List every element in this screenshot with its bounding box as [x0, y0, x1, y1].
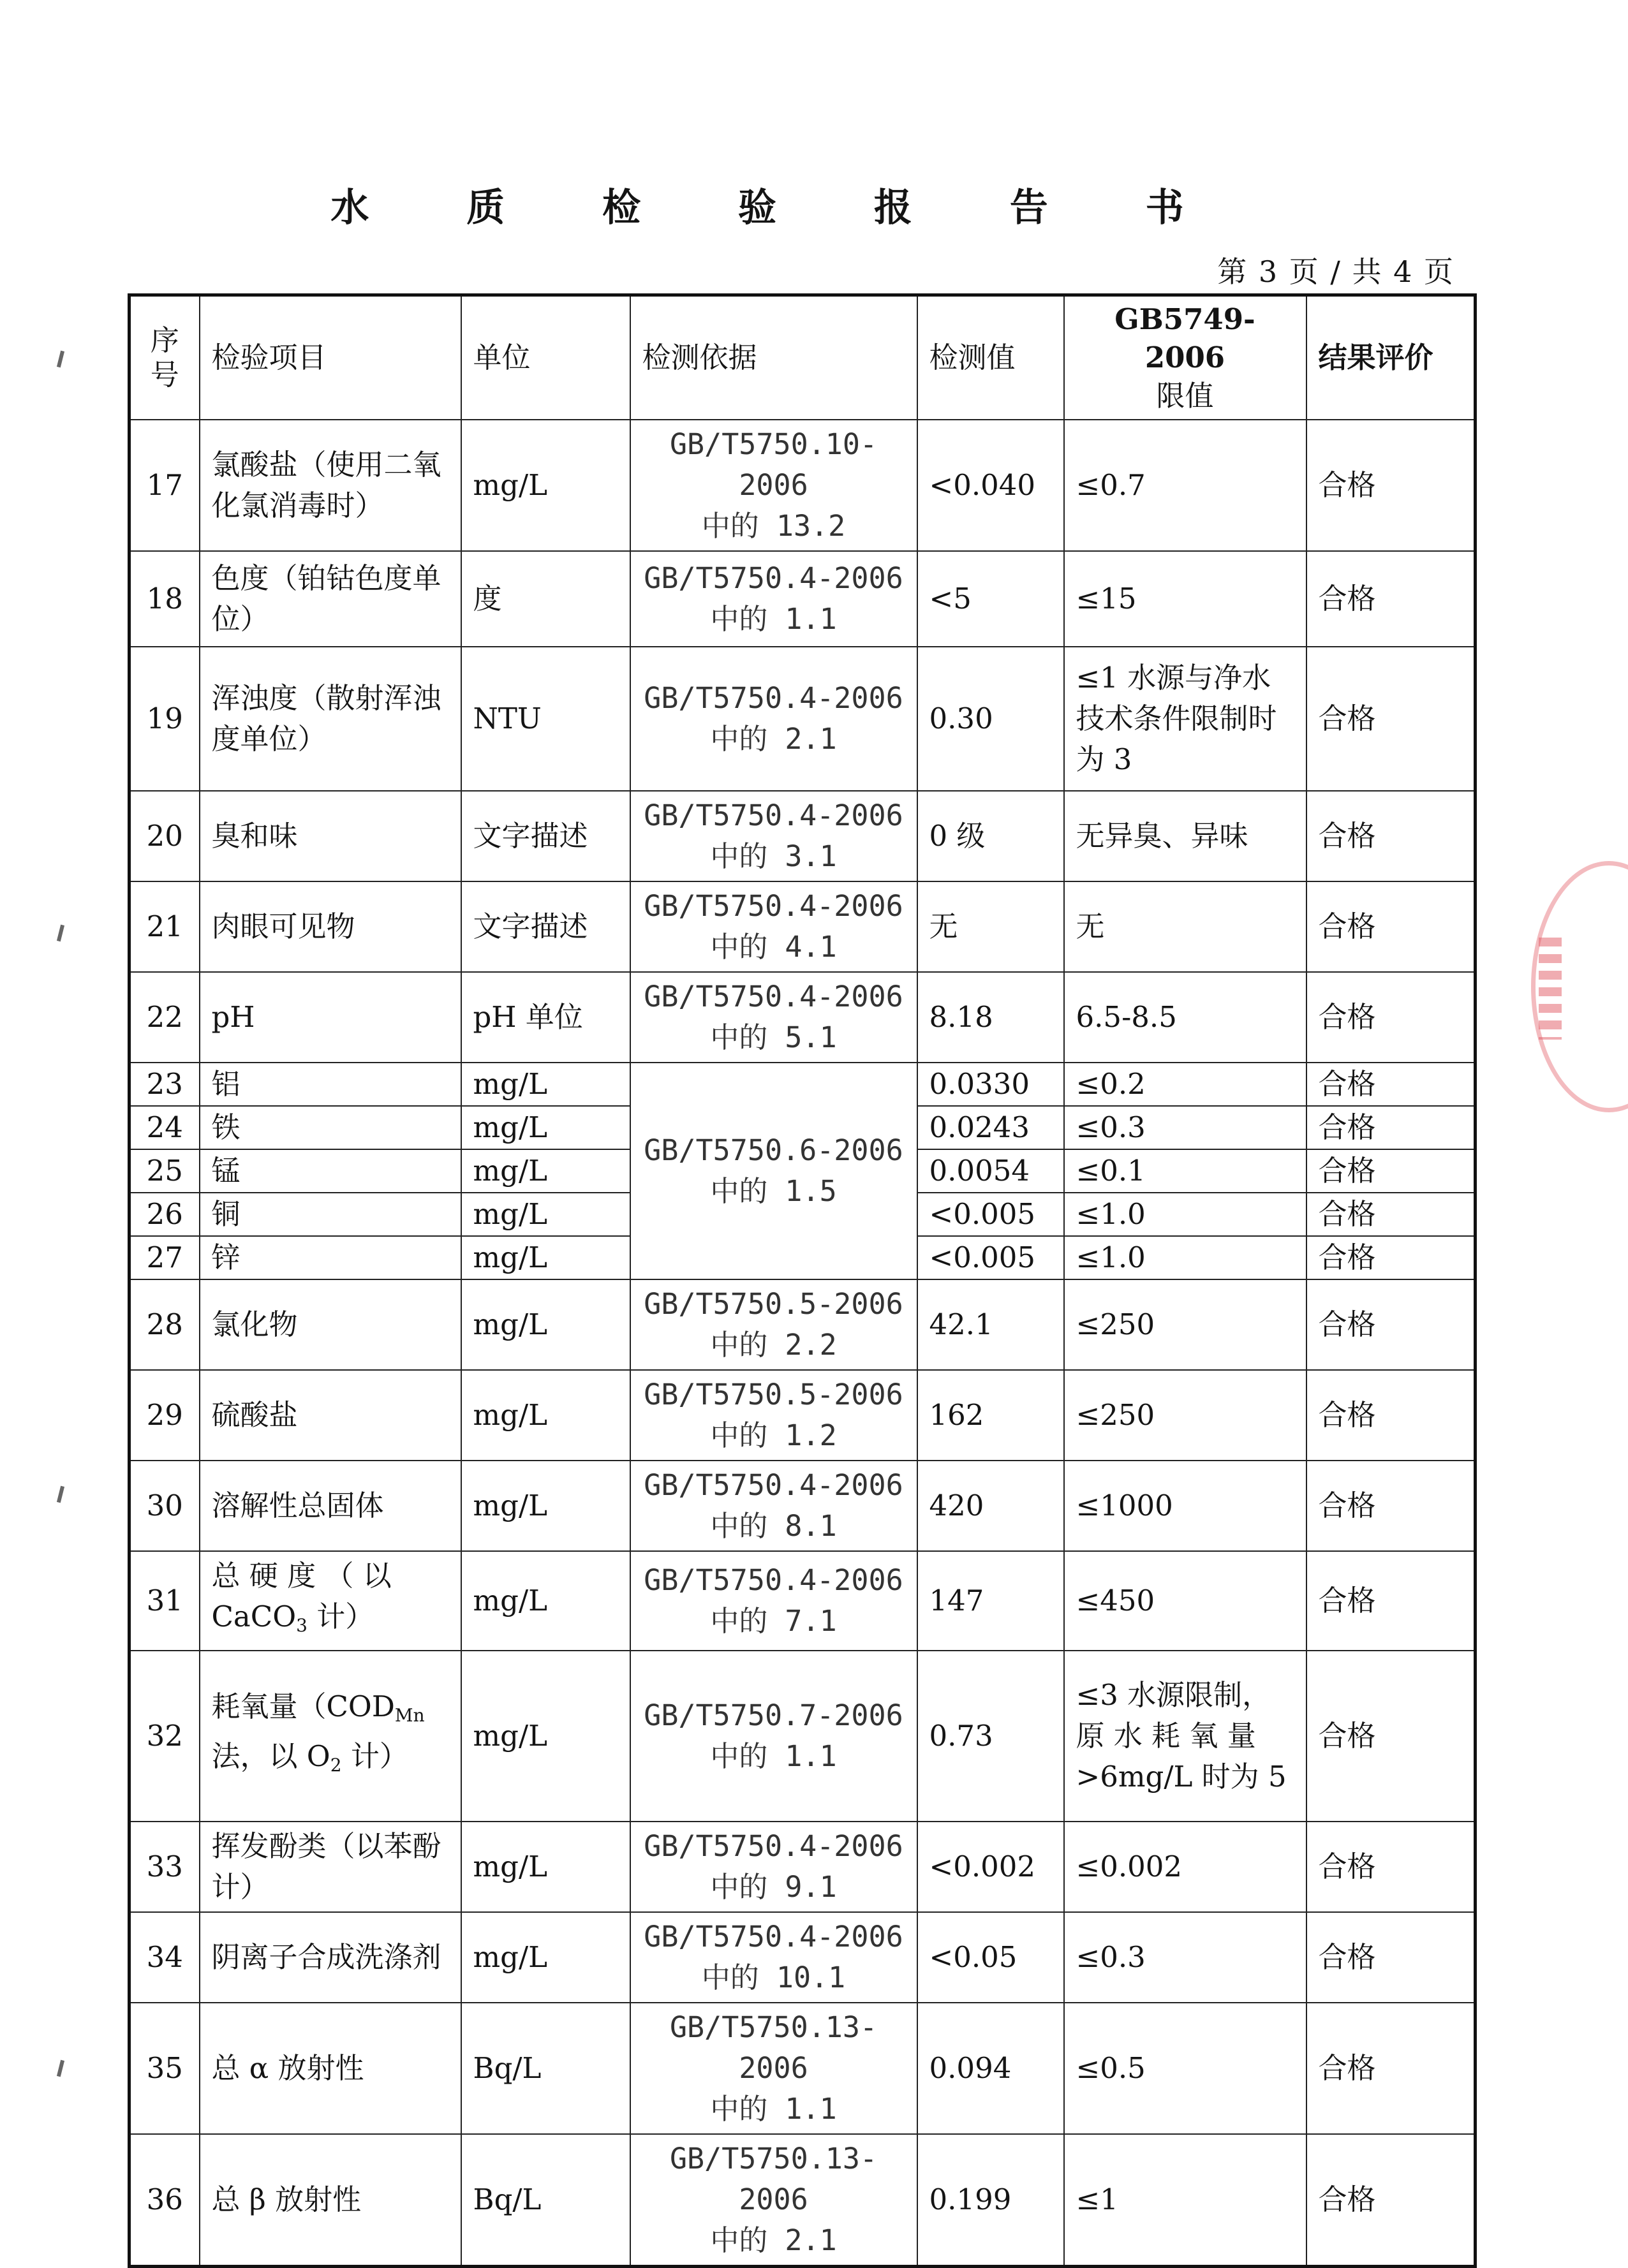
row-value: 无: [917, 881, 1064, 972]
row-value: 0.30: [917, 647, 1064, 791]
basis-clause: 中的 10.1: [701, 1961, 846, 1994]
row-item: 氯酸盐（使用二氧化氯消毒时）: [200, 420, 461, 551]
row-value: 8.18: [917, 972, 1064, 1063]
table-row: [130, 551, 1476, 647]
binding-mark: [57, 1486, 64, 1503]
table-row: [130, 2003, 1476, 2134]
row-limit: ≤450: [1064, 1551, 1306, 1651]
row-seq: 22: [130, 972, 200, 1063]
item-formula: CaCO: [211, 1600, 297, 1633]
table-row: [130, 420, 1476, 551]
table-row: [130, 1822, 1476, 1912]
basis-standard: GB/T5750.4-2006: [644, 561, 903, 595]
table-row: [130, 2134, 1476, 2267]
row-value: 162: [917, 1370, 1064, 1461]
row-value: <0.005: [917, 1193, 1064, 1236]
row-limit: ≤1.0: [1064, 1193, 1306, 1236]
row-item: [200, 1551, 461, 1651]
table-row: [130, 881, 1476, 972]
row-result: 合格: [1306, 1236, 1476, 1279]
row-value: <0.040: [917, 420, 1064, 551]
basis-clause: 中的 1.1: [710, 2092, 837, 2126]
row-value: 0.199: [917, 2134, 1064, 2267]
binding-mark: [57, 351, 64, 368]
row-limit: ≤1.0: [1064, 1236, 1306, 1279]
row-basis: [630, 2134, 917, 2267]
row-basis: [630, 420, 917, 551]
row-unit: mg/L: [461, 1370, 630, 1461]
row-unit: 度: [461, 551, 630, 647]
table-header-row: [130, 295, 1476, 420]
row-value: 0 级: [917, 791, 1064, 881]
row-item: 铁: [200, 1106, 461, 1149]
test-results-table: [128, 293, 1477, 2268]
row-result: 合格: [1306, 881, 1476, 972]
row-seq: 26: [130, 1193, 200, 1236]
row-item: [200, 1651, 461, 1822]
row-result: 合格: [1306, 1149, 1476, 1193]
row-result: 合格: [1306, 2134, 1476, 2267]
row-seq: 24: [130, 1106, 200, 1149]
row-seq: 36: [130, 2134, 200, 2267]
row-item: 总 β 放射性: [200, 2134, 461, 2267]
basis-standard: GB/T5750.7-2006: [644, 1698, 903, 1732]
header-limit-line2: 限值: [1156, 379, 1214, 413]
row-result: 合格: [1306, 972, 1476, 1063]
basis-clause: 中的 1.1: [710, 602, 837, 636]
row-result: 合格: [1306, 1370, 1476, 1461]
row-basis: [630, 1461, 917, 1551]
row-limit: ≤1 水源与净水技术条件限制时为 3: [1064, 647, 1306, 791]
row-basis: [630, 1551, 917, 1651]
row-basis: [630, 551, 917, 647]
row-result: 合格: [1306, 1822, 1476, 1912]
table-row: [130, 1461, 1476, 1551]
row-unit: mg/L: [461, 1236, 630, 1279]
row-result: 合格: [1306, 1279, 1476, 1370]
basis-standard: GB/T5750.4-2006: [644, 1563, 903, 1597]
row-basis: [630, 881, 917, 972]
item-line1: 总 硬 度 （ 以: [211, 1559, 392, 1593]
row-unit: mg/L: [461, 1149, 630, 1193]
basis-standard: GB/T5750.4-2006: [644, 799, 903, 832]
binding-mark: [57, 925, 64, 942]
row-result: 合格: [1306, 1551, 1476, 1651]
row-unit: 文字描述: [461, 791, 630, 881]
row-seq: 17: [130, 420, 200, 551]
row-item: 色度（铂钴色度单位）: [200, 551, 461, 647]
table-row: [130, 791, 1476, 881]
row-limit: ≤0.002: [1064, 1822, 1306, 1912]
report-title: 水 质 检 验 报 告 书: [330, 186, 1226, 230]
row-value: 420: [917, 1461, 1064, 1551]
row-limit: ≤15: [1064, 551, 1306, 647]
row-seq: 20: [130, 791, 200, 881]
row-result: 合格: [1306, 647, 1476, 791]
row-unit: NTU: [461, 647, 630, 791]
row-unit: mg/L: [461, 420, 630, 551]
row-value: 0.0243: [917, 1106, 1064, 1149]
row-basis: [630, 1279, 917, 1370]
row-limit: ≤0.1: [1064, 1149, 1306, 1193]
row-basis: [630, 791, 917, 881]
row-unit: mg/L: [461, 1651, 630, 1822]
row-limit: ≤0.2: [1064, 1063, 1306, 1106]
basis-clause: 中的 3.1: [710, 839, 837, 873]
row-limit: 无: [1064, 881, 1306, 972]
row-limit: 无异臭、异味: [1064, 791, 1306, 881]
row-unit: Bq/L: [461, 2003, 630, 2134]
row-limit: ≤0.3: [1064, 1106, 1306, 1149]
row-seq: 25: [130, 1149, 200, 1193]
row-result: 合格: [1306, 1106, 1476, 1149]
row-unit: mg/L: [461, 1193, 630, 1236]
basis-clause: 中的 8.1: [710, 1509, 837, 1543]
row-result: 合格: [1306, 1193, 1476, 1236]
header-value: 检测值: [917, 295, 1064, 420]
row-basis: [630, 1912, 917, 2003]
basis-standard: GB/T5750.4-2006: [644, 980, 903, 1013]
row-basis: [630, 1651, 917, 1822]
row-seq: 27: [130, 1236, 200, 1279]
row-value: 0.73: [917, 1651, 1064, 1822]
table-row: [130, 1551, 1476, 1651]
row-value: <0.05: [917, 1912, 1064, 2003]
row-seq: 30: [130, 1461, 200, 1551]
row-item: 锌: [200, 1236, 461, 1279]
header-unit: 单位: [461, 295, 630, 420]
row-seq: 29: [130, 1370, 200, 1461]
row-unit: Bq/L: [461, 2134, 630, 2267]
item-text: 法，以 O: [211, 1739, 330, 1773]
row-unit: mg/L: [461, 1106, 630, 1149]
basis-clause: 中的 1.1: [710, 1739, 837, 1773]
basis-clause: 中的 5.1: [710, 1020, 837, 1054]
row-item: 铜: [200, 1193, 461, 1236]
header-result: 结果评价: [1306, 295, 1476, 420]
basis-standard: GB/T5750.13-2006: [669, 2142, 878, 2216]
table-row: [130, 1370, 1476, 1461]
row-item: 臭和味: [200, 791, 461, 881]
row-limit: ≤0.5: [1064, 2003, 1306, 2134]
row-item: 铝: [200, 1063, 461, 1106]
header-basis: 检测依据: [630, 295, 917, 420]
row-result: 合格: [1306, 791, 1476, 881]
item-text: 耗氧量（COD: [211, 1690, 395, 1723]
item-suffix: 计）: [307, 1600, 374, 1633]
row-value: 0.0330: [917, 1063, 1064, 1106]
basis-standard: GB/T5750.4-2006: [644, 681, 903, 715]
basis-standard: GB/T5750.4-2006: [644, 1829, 903, 1863]
row-basis: [630, 1822, 917, 1912]
row-unit: mg/L: [461, 1063, 630, 1106]
row-result: 合格: [1306, 1651, 1476, 1822]
row-value: <0.005: [917, 1236, 1064, 1279]
basis-standard: GB/T5750.6-2006: [644, 1133, 903, 1167]
item-subscript: Mn: [394, 1705, 425, 1726]
row-item: 阴离子合成洗涤剂: [200, 1912, 461, 2003]
row-value: <0.002: [917, 1822, 1064, 1912]
item-line2: [212, 1736, 449, 1786]
row-result: 合格: [1306, 1912, 1476, 2003]
row-item: 浑浊度（散射浑浊度单位）: [200, 647, 461, 791]
row-limit: ≤1: [1064, 2134, 1306, 2267]
row-seq: 32: [130, 1651, 200, 1822]
item-subscript: 3: [296, 1615, 307, 1636]
row-seq: 19: [130, 647, 200, 791]
row-seq: 33: [130, 1822, 200, 1912]
row-item: 氯化物: [200, 1279, 461, 1370]
row-item: 溶解性总固体: [200, 1461, 461, 1551]
basis-clause: 中的 7.1: [710, 1604, 837, 1638]
row-limit: ≤250: [1064, 1279, 1306, 1370]
basis-clause: 中的 1.2: [710, 1418, 837, 1452]
row-item: 挥发酚类（以苯酚计）: [200, 1822, 461, 1912]
row-item: 总 α 放射性: [200, 2003, 461, 2134]
row-value: <5: [917, 551, 1064, 647]
row-value: 42.1: [917, 1279, 1064, 1370]
red-seal-lettering: [1539, 938, 1562, 1040]
header-limit: [1064, 295, 1306, 420]
row-result: 合格: [1306, 1461, 1476, 1551]
row-unit: mg/L: [461, 1822, 630, 1912]
basis-clause: 中的 2.1: [710, 722, 837, 756]
table-row: [130, 647, 1476, 791]
row-unit: mg/L: [461, 1279, 630, 1370]
item-suffix: 计）: [341, 1739, 408, 1773]
row-seq: 34: [130, 1912, 200, 2003]
row-unit: mg/L: [461, 1912, 630, 2003]
row-seq: 23: [130, 1063, 200, 1106]
basis-standard: GB/T5750.10-2006: [669, 427, 878, 502]
table-row: [130, 972, 1476, 1063]
item-line1: [212, 1686, 449, 1736]
basis-standard: GB/T5750.4-2006: [644, 1920, 903, 1954]
basis-standard: GB/T5750.5-2006: [644, 1287, 903, 1321]
basis-clause: 中的 9.1: [710, 1870, 837, 1904]
basis-standard: GB/T5750.5-2006: [644, 1378, 903, 1411]
metals-basis: [630, 1063, 917, 1279]
table-row: [130, 1912, 1476, 2003]
row-unit: 文字描述: [461, 881, 630, 972]
row-limit: 6.5-8.5: [1064, 972, 1306, 1063]
table-row: [130, 1279, 1476, 1370]
item-line2: [212, 1596, 449, 1646]
table-row: [130, 1651, 1476, 1822]
row-basis: [630, 972, 917, 1063]
row-unit: mg/L: [461, 1461, 630, 1551]
row-seq: 28: [130, 1279, 200, 1370]
header-limit-line1: GB5749-2006: [1114, 302, 1255, 374]
row-unit: mg/L: [461, 1551, 630, 1651]
table-row: [130, 1063, 1476, 1106]
row-basis: [630, 1370, 917, 1461]
basis-clause: 中的 13.2: [701, 509, 846, 543]
row-basis: [630, 647, 917, 791]
row-seq: 18: [130, 551, 200, 647]
basis-standard: GB/T5750.13-2006: [669, 2010, 878, 2085]
row-unit: pH 单位: [461, 972, 630, 1063]
header-item: 检验项目: [200, 295, 461, 420]
row-limit: ≤0.7: [1064, 420, 1306, 551]
binding-mark: [57, 2060, 64, 2077]
row-limit: ≤0.3: [1064, 1912, 1306, 2003]
row-item: pH: [200, 972, 461, 1063]
row-limit: ≤1000: [1064, 1461, 1306, 1551]
row-limit: ≤3 水源限制，原 水 耗 氧 量 >6mg/L 时为 5: [1064, 1651, 1306, 1822]
row-result: 合格: [1306, 551, 1476, 647]
basis-clause: 中的 2.2: [710, 1328, 837, 1362]
row-seq: 21: [130, 881, 200, 972]
row-value: 147: [917, 1551, 1064, 1651]
row-result: 合格: [1306, 2003, 1476, 2134]
basis-clause: 中的 4.1: [710, 930, 837, 964]
basis-standard: GB/T5750.4-2006: [644, 1468, 903, 1502]
row-basis: [630, 2003, 917, 2134]
row-value: 0.0054: [917, 1149, 1064, 1193]
row-item: 肉眼可见物: [200, 881, 461, 972]
item-subscript: 2: [330, 1755, 342, 1776]
page-indicator: 第 3 页 / 共 4 页: [1217, 254, 1454, 289]
row-seq: 35: [130, 2003, 200, 2134]
header-seq: 序号: [130, 295, 200, 420]
row-item: 硫酸盐: [200, 1370, 461, 1461]
row-result: 合格: [1306, 420, 1476, 551]
basis-standard: GB/T5750.4-2006: [644, 889, 903, 923]
row-result: 合格: [1306, 1063, 1476, 1106]
row-limit: ≤250: [1064, 1370, 1306, 1461]
row-item: 锰: [200, 1149, 461, 1193]
row-value: 0.094: [917, 2003, 1064, 2134]
basis-clause: 中的 2.1: [710, 2223, 837, 2257]
row-seq: 31: [130, 1551, 200, 1651]
basis-clause: 中的 1.5: [710, 1174, 837, 1208]
